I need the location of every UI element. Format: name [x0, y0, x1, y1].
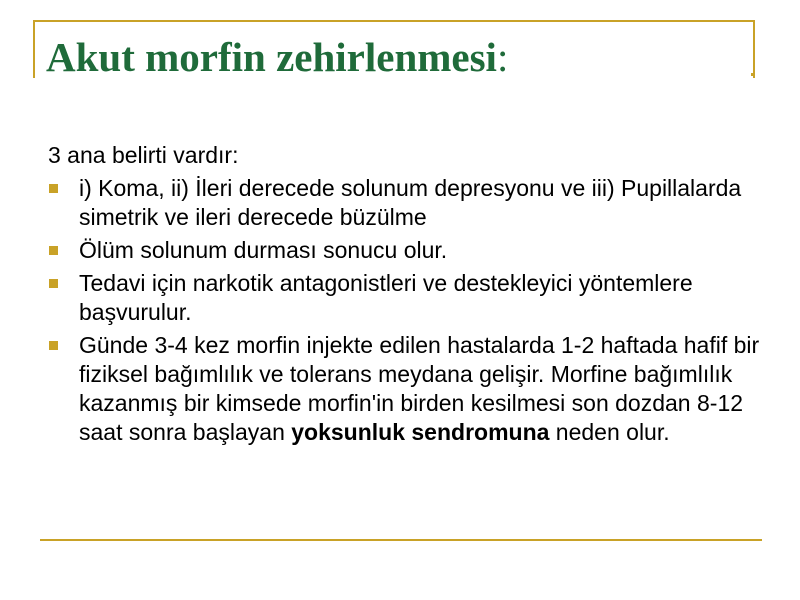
left-border-line — [33, 20, 35, 78]
list-item-text: i) Koma, ii) İleri derecede solunum depresyonu ve iii) Pupillalarda simetrik ve ileri derecede büzülme — [79, 175, 742, 230]
title-colon: : — [496, 34, 509, 80]
top-border-line — [33, 20, 755, 22]
list-item-text: Tedavi için narkotik antagonistleri ve destekleyici yöntemlere başvurulur. — [79, 270, 693, 325]
slide-title — [46, 33, 508, 81]
list-item-text: Günde 3-4 kez morfin injekte edilen hastalarda 1-2 haftada hafif bir fiziksel bağımlılık ve tolerans meydana gelişir. Morfine bağımlılık kazanmış bir kimsede morfin'in birden kesilmesi son dozdan 8-12 saat sonra başlayan — [79, 332, 760, 445]
square-bullet-icon — [49, 184, 58, 193]
square-bullet-icon — [49, 279, 58, 288]
square-bullet-icon — [49, 246, 58, 255]
intro-text: 3 ana belirti vardır: — [48, 142, 239, 168]
right-border-line — [753, 20, 755, 78]
list-item — [48, 236, 768, 265]
list-item — [48, 331, 768, 447]
bullet-list — [48, 174, 768, 447]
list-item — [48, 174, 768, 232]
list-item-text: Ölüm solunum durması sonucu olur. — [79, 237, 448, 263]
bottom-border-line — [40, 539, 762, 541]
list-item — [48, 269, 768, 327]
list-item-bold-text: yoksunluk sendromuna — [291, 419, 550, 445]
title-text: Akut morfin zehirlenmesi — [46, 34, 497, 80]
slide-body — [48, 141, 768, 451]
corner-dot — [751, 73, 754, 76]
list-item-text: neden olur. — [549, 419, 670, 445]
square-bullet-icon — [49, 341, 58, 350]
